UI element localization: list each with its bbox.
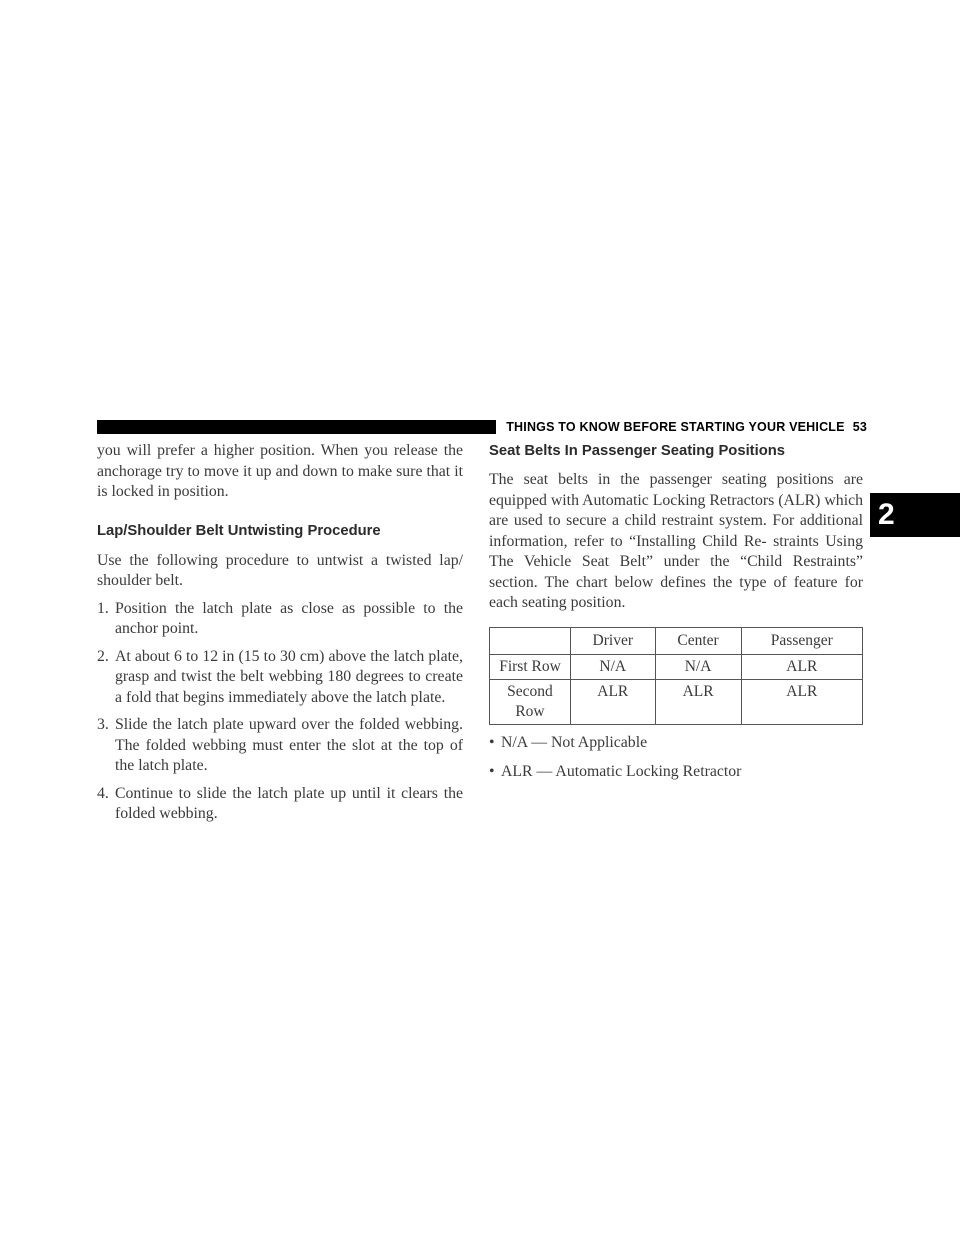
section-title: THINGS TO KNOW BEFORE STARTING YOUR VEHICLE	[506, 420, 845, 434]
step-item: 1. Position the latch plate as close as possible to the anchor point.	[97, 599, 463, 637]
table-cell: ALR	[571, 679, 656, 724]
step-item: 4. Continue to slide the latch plate up until it clears the folded webbing.	[97, 784, 463, 822]
table-cell: N/A	[655, 654, 741, 679]
table-header-cell: Passenger	[741, 627, 862, 654]
right-column	[489, 441, 863, 792]
table-cell: N/A	[571, 654, 656, 679]
bullet-icon: •	[489, 763, 495, 780]
seating-table	[489, 627, 863, 725]
table-cell: First Row	[490, 654, 571, 679]
legend-list	[489, 733, 863, 783]
table-header-cell: Driver	[571, 627, 656, 654]
page-number: 53	[852, 420, 867, 434]
table-cell: Second Row	[490, 679, 571, 724]
running-header	[496, 418, 867, 436]
table-row	[490, 654, 863, 679]
intro-paragraph: you will prefer a higher position. When you release the anchorage try to move it up and down to make sure that it is locked in position.	[97, 442, 463, 500]
table-cell: ALR	[741, 654, 862, 679]
list-item: • ALR — Automatic Locking Retractor	[489, 762, 863, 783]
bullet-icon: •	[489, 733, 495, 751]
left-column	[97, 441, 463, 825]
table-header-cell	[490, 627, 571, 654]
table-row	[490, 679, 863, 724]
step-item: 2. At about 6 to 12 in (15 to 30 cm) above the latch plate, grasp and twist the belt webbing 180 degrees to create a fold that begins immediately above the latch plate.	[97, 647, 463, 706]
step-item: 3. Slide the latch plate upward over the folded webbing. The folded webbing must enter the slot at the top of the latch plate.	[97, 716, 463, 774]
passenger-seat-heading: Seat Belts In Passenger Seating Positions	[489, 443, 786, 459]
untwisting-lead: Use the following procedure to untwist a twisted lap/ shoulder belt.	[97, 551, 463, 589]
chapter-number: 2	[878, 498, 895, 531]
steps-list	[97, 599, 463, 825]
table-cell: ALR	[655, 679, 741, 724]
table-header-cell: Center	[655, 627, 741, 654]
untwisting-heading: Lap/Shoulder Belt Untwisting Procedure	[97, 522, 381, 539]
table-header-row	[490, 627, 863, 654]
passenger-seat-body: The seat belts in the passenger seating positions are equipped with Automatic Locking Retractors (ALR) which are used to secure a child restraint system. For additional information, refer to “Installing Child Re- straints Using The Vehicle Seat Belt” under the “Child Restraints” section. The chart below defines the type of feature for each seating position.	[489, 471, 863, 611]
list-item: • N/A — Not Applicable	[489, 733, 863, 754]
table-cell: ALR	[741, 679, 862, 724]
